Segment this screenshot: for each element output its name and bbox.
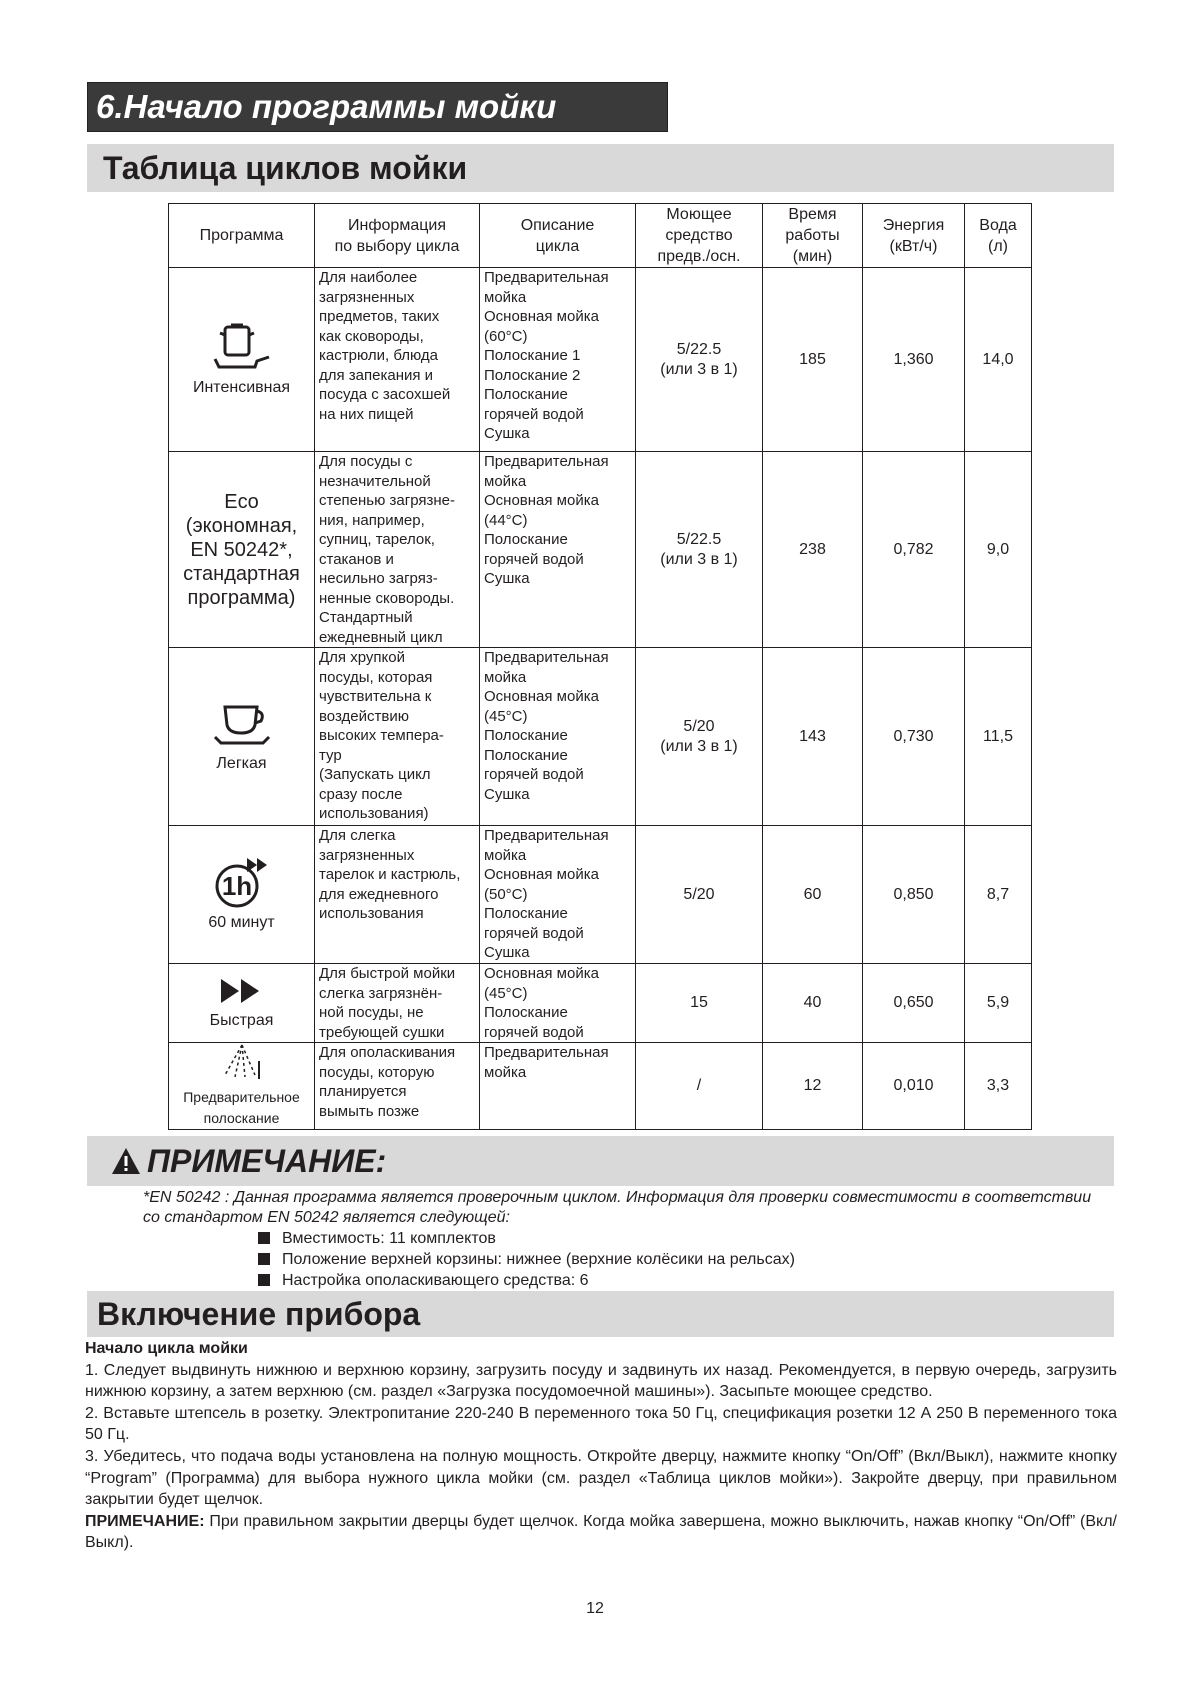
program-name: Быстрая: [209, 1011, 274, 1029]
program-cell: [169, 452, 315, 648]
svg-text:1h: 1h: [221, 871, 252, 901]
fast-forward-icon: [173, 976, 310, 1006]
table-row: [169, 648, 1032, 826]
time-cell: 238: [763, 452, 863, 648]
program-name: Интенсивная: [192, 379, 291, 396]
description-cell: Предварительная мойка Основная мойка (45°C) Полоскание Полоскание горячей водой Сушка: [480, 648, 636, 826]
chapter-title: 6.Начало программы мойки: [87, 82, 668, 132]
description-cell: Предварительная мойка Основная мойка (44°C) Полоскание горячей водой Сушка: [480, 452, 636, 648]
description-cell: Предварительная мойка Основная мойка (50°C) Полоскание горячей водой Сушка: [480, 826, 636, 964]
table-row: [169, 964, 1032, 1043]
energy-cell: 0,010: [863, 1043, 965, 1130]
info-cell: Для ополаскивания посуды, которую планируется вымыть позже: [315, 1043, 480, 1130]
column-header: Информация по выбору цикла: [315, 204, 480, 268]
description-cell: Предварительная мойка: [480, 1043, 636, 1130]
program-name: Легкая: [216, 755, 267, 772]
table-row: [169, 268, 1032, 452]
pot-icon: [173, 321, 310, 373]
detergent-cell: 5/20 (или 3 в 1): [636, 648, 763, 826]
program-cell: [169, 1043, 315, 1130]
wash-cycle-table: [168, 203, 1032, 1130]
table-row: [169, 1043, 1032, 1130]
column-header: Программа: [169, 204, 315, 268]
note-title: ПРИМЕЧАНИЕ:: [147, 1143, 387, 1179]
paragraph: 1. Следует выдвинуть нижнюю и верхнюю корзину, загрузить посуду и задвинуть их назад. Рекомендуется, в первую очередь, загрузить нижнюю корзину, а затем верхнюю (см. раздел «Загрузка посудомоечной машины»). Засыпьте моющее средство.: [85, 1361, 1117, 1401]
water-cell: 3,3: [965, 1043, 1032, 1130]
detergent-cell: /: [636, 1043, 763, 1130]
detergent-cell: 5/20: [636, 826, 763, 964]
column-header: Время работы (мин): [763, 204, 863, 268]
subsection-title: Начало цикла мойки: [85, 1340, 248, 1357]
note-bar: [87, 1136, 1114, 1186]
program-cell: [169, 648, 315, 826]
table-header-row: [169, 204, 1032, 268]
info-cell: Для хрупкой посуды, которая чувствительна к воздействию высоких темпера- тур (Запускать цикл сразу после использования): [315, 648, 480, 826]
water-cell: 9,0: [965, 452, 1032, 648]
time-cell: 12: [763, 1043, 863, 1130]
column-header: Вода (л): [965, 204, 1032, 268]
spray-icon: [173, 1043, 310, 1083]
energy-cell: 0,730: [863, 648, 965, 826]
column-header: Моющее средство предв./осн.: [636, 204, 763, 268]
info-cell: Для посуды с незначительной степенью загрязне- ния, например, супниц, тарелок, стаканов и несильно загряз- ненные сковороды. Стандартный ежедневный цикл: [315, 452, 480, 648]
column-header: Энергия (кВт/ч): [863, 204, 965, 268]
water-cell: 5,9: [965, 964, 1032, 1043]
note-bullet: Положение верхней корзины: нижнее (верхние колёсики на рельсах): [258, 1249, 795, 1270]
water-cell: 14,0: [965, 268, 1032, 452]
info-cell: Для слегка загрязненных тарелок и кастрюль, для ежедневного использования: [315, 826, 480, 964]
cup-icon: [173, 699, 310, 749]
water-cell: 11,5: [965, 648, 1032, 826]
note-text: *EN 50242 : Данная программа является проверочным циклом. Информация для проверки совместимости в соответствии со стандартом EN 50242 является следующей:: [143, 1189, 1092, 1226]
water-cell: 8,7: [965, 826, 1032, 964]
table-row: [169, 826, 1032, 964]
note-bullet: Настройка ополаскивающего средства: 6: [258, 1270, 589, 1291]
paragraph: ПРИМЕЧАНИЕ: При правильном закрытии дверцы будет щелчок. Когда мойка завершена, можно выключить, нажав кнопку “On/Off” (Вкл/Выкл).: [85, 1512, 1117, 1552]
program-cell: [169, 826, 315, 964]
program-cell: [169, 964, 315, 1043]
section-title-cycle-table: Таблица циклов мойки: [87, 144, 1114, 192]
energy-cell: 1,360: [863, 268, 965, 452]
program-name: Eco (экономная, EN 50242*, стандартная программа): [183, 490, 300, 609]
time-cell: 185: [763, 268, 863, 452]
detergent-cell: 15: [636, 964, 763, 1043]
time-cell: 40: [763, 964, 863, 1043]
time-cell: 60: [763, 826, 863, 964]
description-cell: Предварительная мойка Основная мойка (60°C) Полоскание 1 Полоскание 2 Полоскание горячей водой Сушка: [480, 268, 636, 452]
time-cell: 143: [763, 648, 863, 826]
detergent-cell: 5/22.5 (или 3 в 1): [636, 268, 763, 452]
detergent-cell: 5/22.5 (или 3 в 1): [636, 452, 763, 648]
paragraph: 3. Убедитесь, что подача воды установлена на полную мощность. Откройте дверцу, нажмите кнопку “On/Off” (Вкл/Выкл), нажмите кнопку “Program” (Программа) для выбора нужного цикла мойки (см. раздел «Таблица циклов мойки»). Закройте дверцу, при правильном закрытии будет щелчок.: [85, 1447, 1117, 1509]
program-name: 60 минут: [208, 914, 275, 931]
paragraph: 2. Вставьте штепсель в розетку. Электропитание 220-240 В переменного тока 50 Гц, спецификация розетки 12 А 250 В переменного тока 50 Гц.: [85, 1404, 1117, 1444]
description-cell: Основная мойка (45°C) Полоскание горячей водой: [480, 964, 636, 1043]
one-hour-icon: [173, 856, 310, 908]
note-bullet: Вместимость: 11 комплектов: [258, 1228, 496, 1249]
energy-cell: 0,850: [863, 826, 965, 964]
program-cell: [169, 268, 315, 452]
section-title-power-on: Включение прибора: [87, 1291, 1114, 1337]
table-row: [169, 452, 1032, 648]
instructions: [85, 1338, 1117, 1554]
info-cell: Для наиболее загрязненных предметов, таких как сковороды, кастрюли, блюда для запекания и посуда с засохшей на них пищей: [315, 268, 480, 452]
energy-cell: 0,782: [863, 452, 965, 648]
energy-cell: 0,650: [863, 964, 965, 1043]
info-cell: Для быстрой мойки слегка загрязнён- ной посуды, не требующей сушки: [315, 964, 480, 1043]
column-header: Описание цикла: [480, 204, 636, 268]
page-number: 12: [586, 1600, 604, 1617]
warning-icon: [111, 1139, 141, 1189]
program-name: Предварительное полоскание: [183, 1089, 300, 1126]
